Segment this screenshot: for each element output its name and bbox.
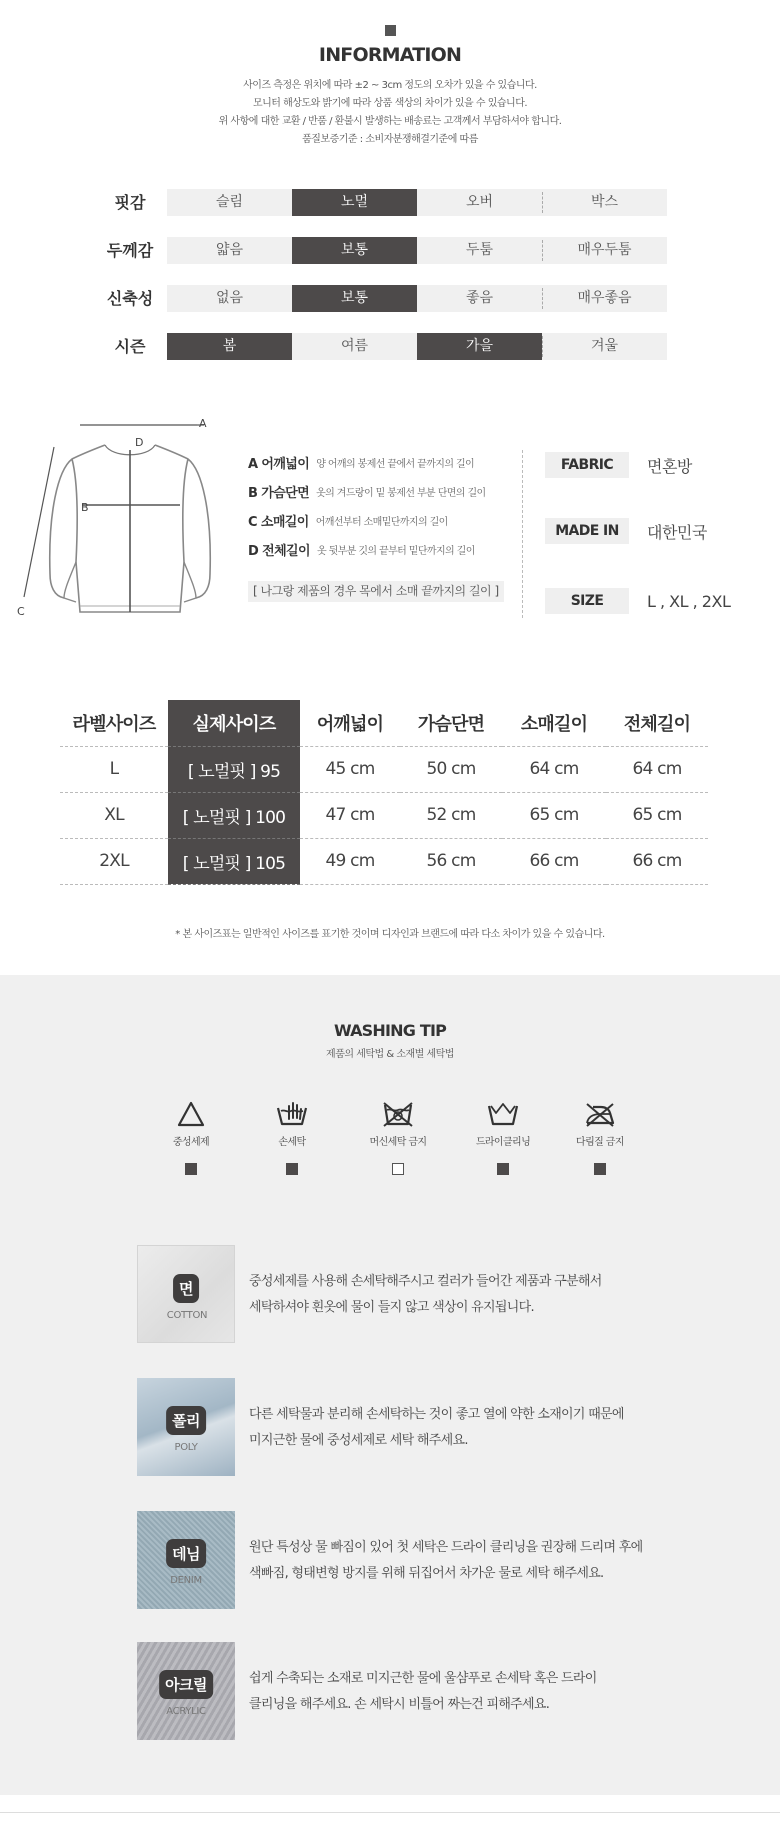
measure-key: A 어깨넓이	[248, 457, 310, 472]
denim-swatch	[137, 1511, 235, 1609]
fabric-care-acrylic	[137, 1642, 667, 1740]
diagram-mark-c: C	[17, 605, 25, 618]
spec-key: MADE IN	[545, 518, 629, 544]
scale-option: 좋음	[417, 285, 542, 312]
table-cell: 64 cm	[606, 746, 708, 792]
scale-option: 얇음	[167, 237, 292, 264]
scale-option: 없음	[167, 285, 292, 312]
header-shoulder: 어깨넓이	[300, 700, 400, 746]
washing-subtitle: 제품의 세탁법 & 소재별 세탁법	[326, 1049, 454, 1060]
hand-wash-icon	[275, 1100, 309, 1128]
fabric-english: COTTON	[166, 1310, 208, 1321]
scale-option: 오버	[417, 189, 542, 216]
table-cell: XL	[60, 792, 168, 838]
wash-item-no-ironing	[550, 1100, 650, 1175]
measure-desc: 양 어깨의 봉제선 끝에서 끝까지의 길이	[316, 459, 475, 470]
fabric-badge: 면	[173, 1274, 199, 1303]
diagram-mark-d: D	[135, 436, 144, 449]
measure-item	[248, 477, 528, 506]
spec-value: L , XL , 2XL	[647, 591, 731, 611]
wash-item-neutral-detergent	[141, 1100, 241, 1175]
care-line: 쉽게 수축되는 소재로 미지근한 물에 울샴푸로 손세탁 혹은 드라이	[249, 1671, 597, 1686]
care-line: 세탁하셔야 흰옷에 물이 들지 않고 색상이 유지됩니다.	[249, 1300, 534, 1315]
scale-options	[167, 285, 667, 312]
fabric-care-cotton	[137, 1245, 667, 1343]
poly-swatch	[137, 1378, 235, 1476]
wash-label: 중성세제	[172, 1137, 210, 1148]
fabric-english: DENIM	[170, 1575, 202, 1586]
measure-item	[248, 535, 528, 564]
care-line: 중성세제를 사용해 손세탁해주시고 컬러가 들어간 제품과 구분해서	[249, 1274, 602, 1289]
table-cell: 56 cm	[400, 838, 502, 884]
fit-scale-row	[95, 189, 675, 216]
table-cell: 47 cm	[300, 792, 400, 838]
table-header-row	[60, 700, 708, 746]
measure-desc: 어깨선부터 소매밑단까지의 길이	[315, 517, 448, 528]
fabric-care-poly	[137, 1378, 667, 1476]
wash-label: 다림질 금지	[576, 1137, 624, 1148]
info-note: 사이즈 측정은 위치에 따라 ±2 ~ 3cm 정도의 오차가 있을 수 있습니다.	[243, 80, 537, 91]
scale-option: 박스	[542, 189, 667, 216]
cotton-swatch	[137, 1245, 235, 1343]
spec-key: FABRIC	[545, 452, 629, 478]
spec-divider	[522, 450, 523, 618]
table-row	[60, 746, 708, 792]
wash-label: 드라이클리닝	[475, 1137, 531, 1148]
scale-label: 시즌	[114, 337, 146, 356]
care-line: 클리닝을 해주세요. 손 세탁시 비틀어 짜는건 피해주세요.	[249, 1697, 550, 1712]
jacket-outline-icon	[12, 412, 232, 627]
table-cell: 65 cm	[606, 792, 708, 838]
fabric-badge: 아크릴	[159, 1670, 213, 1699]
header-length: 전체길이	[606, 700, 708, 746]
spec-fabric	[545, 452, 775, 478]
table-row	[60, 838, 708, 884]
scale-label: 핏감	[114, 193, 146, 212]
scale-option: 매우좋음	[542, 285, 667, 312]
info-notes	[0, 77, 780, 149]
scale-option-selected: 보통	[292, 237, 417, 264]
fabric-badge: 폴리	[166, 1406, 206, 1435]
spec-made-in	[545, 518, 775, 544]
info-note: 위 사항에 대한 교환 / 반품 / 환불시 발생하는 배송료는 고객께서 부담하셔야 합니다.	[218, 116, 562, 127]
table-cell: 65 cm	[502, 792, 606, 838]
info-title: INFORMATION	[318, 44, 462, 66]
scale-options	[167, 189, 667, 216]
wash-item-no-machine-wash	[348, 1100, 448, 1175]
raglan-note: [ 나그랑 제품의 경우 목에서 소매 끝까지의 길이 ]	[248, 581, 504, 602]
diagram-mark-a: A	[199, 417, 207, 430]
no-ironing-icon	[583, 1100, 617, 1128]
wash-check-filled	[594, 1163, 606, 1175]
footer-divider	[0, 1812, 780, 1813]
table-cell: [ 노멀핏 ] 100	[168, 792, 300, 838]
fabric-english: POLY	[174, 1442, 198, 1453]
scale-options	[167, 237, 667, 264]
info-note: 모니터 해상도와 밝기에 따라 상품 색상의 차이가 있을 수 있습니다.	[252, 98, 528, 109]
care-line: 원단 특성상 물 빠짐이 있어 첫 세탁은 드라이 클리닝을 권장해 드리며 후에	[249, 1540, 643, 1555]
scale-label: 두께감	[106, 241, 154, 260]
header-sleeve: 소매길이	[502, 700, 606, 746]
header-actual-size: 실제사이즈	[168, 700, 300, 746]
scale-option: 여름	[292, 333, 417, 360]
neutral-detergent-icon	[176, 1100, 206, 1128]
table-cell: 66 cm	[502, 838, 606, 884]
header-chest: 가슴단면	[400, 700, 502, 746]
wash-item-dry-clean	[453, 1100, 553, 1175]
measure-desc: 옷의 겨드랑이 밑 봉제선 부분 단면의 길이	[316, 488, 486, 499]
table-cell: 50 cm	[400, 746, 502, 792]
info-square-icon	[385, 25, 396, 36]
fabric-care-text	[249, 1269, 669, 1321]
diagram-mark-b: B	[81, 501, 89, 514]
no-machine-wash-icon	[381, 1100, 415, 1128]
fabric-badge: 데님	[166, 1539, 206, 1568]
table-cell: 2XL	[60, 838, 168, 884]
table-cell: 64 cm	[502, 746, 606, 792]
scale-option: 겨울	[542, 333, 667, 360]
scale-option: 두툼	[417, 237, 542, 264]
fabric-care-text	[249, 1402, 669, 1454]
wash-check-filled	[497, 1163, 509, 1175]
scale-option-selected: 가을	[417, 333, 542, 360]
table-row	[60, 792, 708, 838]
fabric-care-text	[249, 1666, 669, 1718]
table-cell: 45 cm	[300, 746, 400, 792]
spec-key: SIZE	[545, 588, 629, 614]
measurement-guide	[248, 448, 528, 564]
wash-check-filled	[286, 1163, 298, 1175]
care-line: 색빠짐, 형태변형 방지를 위해 뒤집어서 차가운 물로 세탁 해주세요.	[249, 1566, 604, 1581]
fabric-care-denim	[137, 1511, 667, 1609]
scale-options	[167, 333, 667, 360]
scale-option-selected: 봄	[167, 333, 292, 360]
scale-option: 매우두툼	[542, 237, 667, 264]
table-cell: 52 cm	[400, 792, 502, 838]
measure-item	[248, 506, 528, 535]
dry-clean-icon	[486, 1100, 520, 1128]
table-cell: 49 cm	[300, 838, 400, 884]
fit-scale-row	[95, 237, 675, 264]
measure-key: D 전체길이	[248, 544, 310, 559]
table-cell: [ 노멀핏 ] 95	[168, 746, 300, 792]
measure-key: C 소매길이	[248, 515, 309, 530]
fit-scale-row	[95, 285, 675, 312]
spec-size	[545, 588, 775, 614]
scale-option: 슬림	[167, 189, 292, 216]
wash-check-filled	[185, 1163, 197, 1175]
care-line: 미지근한 물에 중성세제로 세탁 해주세요.	[249, 1433, 468, 1448]
scale-option-selected: 노멀	[292, 189, 417, 216]
scale-label: 신축성	[106, 289, 154, 308]
fit-scale-row	[95, 333, 675, 360]
header-label-size: 라벨사이즈	[60, 700, 168, 746]
table-cell: [ 노멀핏 ] 105	[168, 838, 300, 884]
info-note: 품질보증기준 : 소비자분쟁해결기준에 따름	[302, 134, 478, 145]
measure-item	[248, 448, 528, 477]
scale-option-selected: 보통	[292, 285, 417, 312]
washing-title: WASHING TIP	[333, 1021, 447, 1040]
wash-label: 머신세탁 금지	[369, 1137, 427, 1148]
table-cell: 66 cm	[606, 838, 708, 884]
size-table-note: * 본 사이즈표는 일반적인 사이즈를 표기한 것이며 디자인과 브랜드에 따라 다소 차이가 있을 수 있습니다.	[175, 929, 605, 940]
wash-label: 손세탁	[278, 1137, 306, 1148]
fabric-english: ACRYLIC	[166, 1706, 206, 1717]
acrylic-swatch	[137, 1642, 235, 1740]
measure-key: B 가슴단면	[248, 486, 310, 501]
spec-value: 면혼방	[647, 456, 692, 476]
fabric-care-text	[249, 1535, 669, 1587]
wash-check-empty	[392, 1163, 404, 1175]
garment-diagram	[12, 412, 232, 627]
measure-desc: 옷 뒷부분 깃의 끝부터 밑단까지의 길이	[316, 546, 475, 557]
spec-value: 대한민국	[647, 522, 707, 542]
care-line: 다른 세탁물과 분리해 손세탁하는 것이 좋고 열에 약한 소재이기 때문에	[249, 1407, 624, 1422]
wash-item-hand-wash	[242, 1100, 342, 1175]
table-cell: L	[60, 746, 168, 792]
size-table	[60, 700, 708, 885]
